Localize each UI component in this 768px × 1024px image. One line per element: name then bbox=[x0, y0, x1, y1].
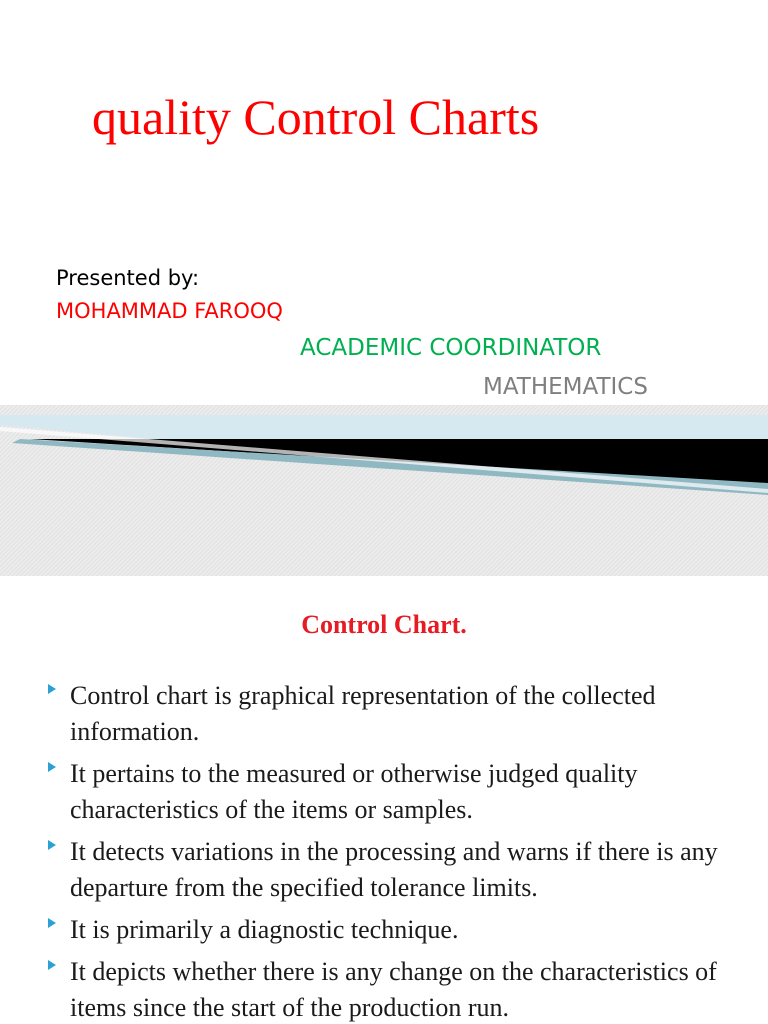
slide-heading: Control Chart. bbox=[301, 610, 467, 639]
triangle-bullet-icon bbox=[48, 762, 56, 772]
bullet-item bbox=[48, 756, 748, 828]
bullet-text: It depicts whether there is any change on the characteristics of items since the start of the production run. bbox=[70, 957, 717, 1022]
presented-by-label: Presented by: bbox=[56, 266, 200, 290]
bullet-text: Control chart is graphical representation of the collected information. bbox=[70, 681, 656, 746]
triangle-bullet-icon bbox=[48, 840, 56, 850]
slide-title: quality Control Charts bbox=[92, 89, 540, 145]
bullet-item bbox=[48, 834, 748, 906]
bullet-list bbox=[48, 678, 748, 1024]
bullet-item bbox=[48, 678, 748, 750]
triangle-bullet-icon bbox=[48, 918, 56, 928]
bullet-text: It is primarily a diagnostic technique. bbox=[70, 915, 459, 944]
bullet-text: It detects variations in the processing and warns if there is any departure from the specified tolerance limits. bbox=[70, 837, 718, 902]
content-slide bbox=[0, 576, 768, 1024]
presenter-role: ACADEMIC COORDINATOR bbox=[300, 335, 602, 361]
triangle-bullet-icon bbox=[48, 960, 56, 970]
decorative-stripe-band bbox=[0, 405, 768, 576]
triangle-bullet-icon bbox=[48, 684, 56, 694]
presenter-name: MOHAMMAD FAROOQ bbox=[56, 299, 283, 323]
bullet-item bbox=[48, 912, 748, 948]
bullet-text: It pertains to the measured or otherwise judged quality characteristics of the items or samples. bbox=[70, 759, 638, 824]
bullet-item bbox=[48, 954, 748, 1024]
presenter-department: MATHEMATICS bbox=[483, 374, 648, 400]
